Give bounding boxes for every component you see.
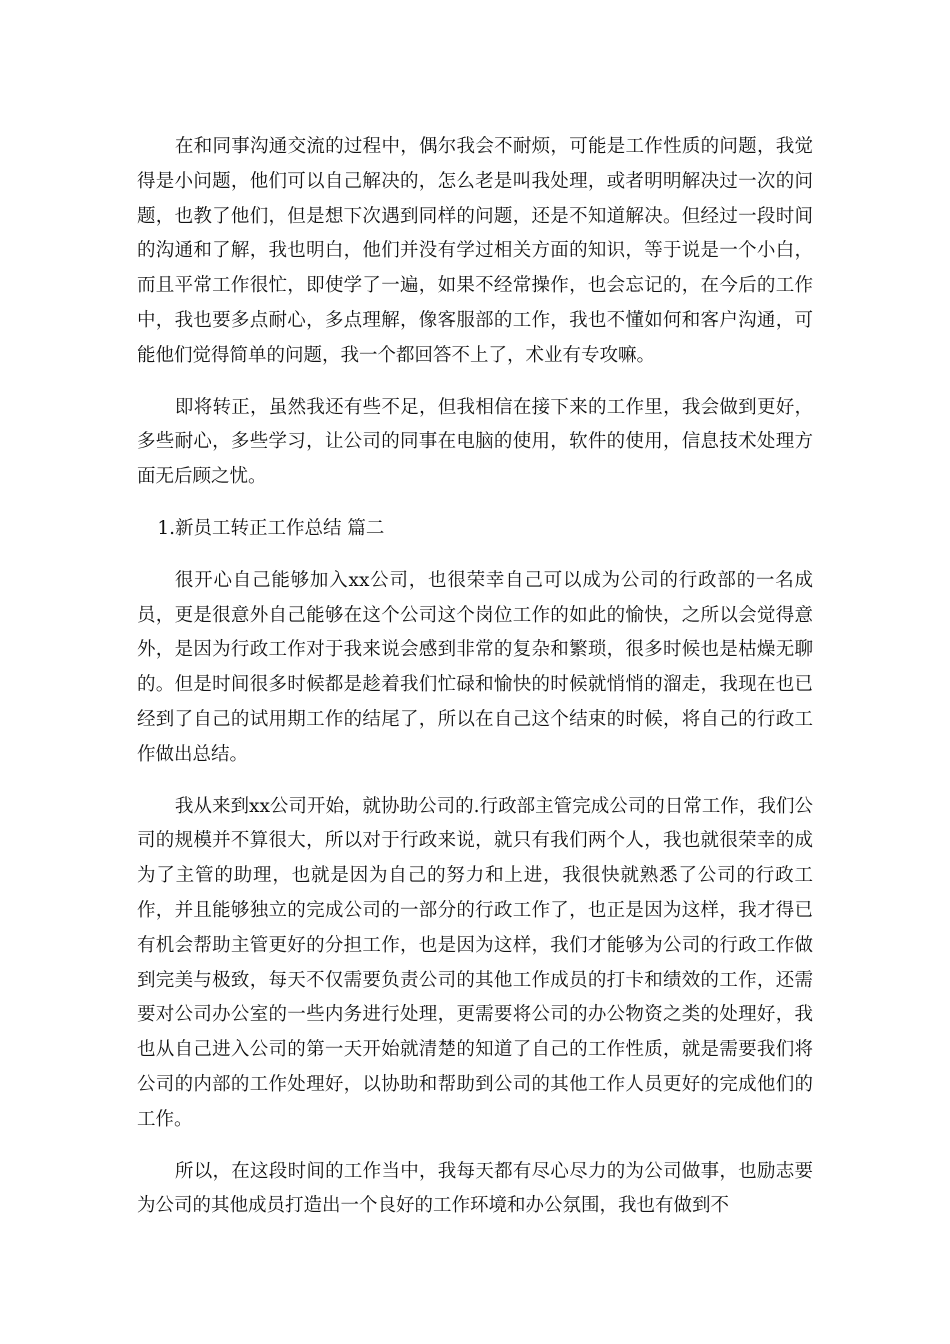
body-paragraph: 所以，在这段时间的工作当中，我每天都有尽心尽力的为公司做事，也励志要为公司的其他成员打造出一个良好的工作环境和办公氛围，我也有做到不 (137, 1160, 813, 1217)
body-paragraph: 即将转正，虽然我还有些不足，但我相信在接下来的工作里，我会做到更好，多些耐心，多些学习，让公司的同事在电脑的使用，软件的使用，信息技术处理方面无后顾之忧。 (137, 396, 813, 488)
section-heading: 1.新员工转正工作总结 篇二 (157, 517, 385, 539)
body-paragraph: 我从来到xx公司开始，就协助公司的.行政部主管完成公司的日常工作，我们公司的规模并不算很大，所以对于行政来说，就只有我们两个人，我也就很荣幸的成为了主管的助理，也就是因为自己的努力和上进，我很快就熟悉了公司的行政工作，并且能够独立的完成公司的一部分的行政工作了，也正是因为这样，我才得已有机会帮助主管更好的分担工作，也是因为这样，我们才能够为公司的行政工作做到完美与极致，每天不仅需要负责公司的其他工作成员的打卡和绩效的工作，还需要对公司办公室的一些内务进行处理，更需要将公司的办公物资之类的处理好，我也从自己进入公司的第一天开始就清楚的知道了自己的工作性质，就是需要我们将公司的内部的工作处理好，以协助和帮助到公司的其他工作人员更好的完成他们的工作。 (137, 795, 813, 1130)
body-paragraph: 很开心自己能够加入xx公司，也很荣幸自己可以成为公司的行政部的一名成员，更是很意外自己能够在这个公司这个岗位工作的如此的愉快，之所以会觉得意外，是因为行政工作对于我来说会感到非常的复杂和繁琐，很多时候也是枯燥无聊的。但是时间很多时候都是趁着我们忙碌和愉快的时候就悄悄的溜走，我现在也已经到了自己的试用期工作的结尾了，所以在自己这个结束的时候，将自己的行政工作做出总结。 (137, 569, 813, 765)
body-paragraph: 在和同事沟通交流的过程中，偶尔我会不耐烦，可能是工作性质的问题，我觉得是小问题，他们可以自己解决的，怎么老是叫我处理，或者明明解决过一次的问题，也教了他们，但是想下次遇到同样的问题，还是不知道解决。但经过一段时间的沟通和了解，我也明白，他们并没有学过相关方面的知识，等于说是一个小白，而且平常工作很忙，即使学了一遍，如果不经常操作，也会忘记的，在今后的工作中，我也要多点耐心，多点理解，像客服部的工作，我也不懂如何和客户沟通，可能他们觉得简单的问题，我一个都回答不上了，术业有专攻嘛。 (137, 136, 813, 366)
document-body (137, 130, 813, 1241)
